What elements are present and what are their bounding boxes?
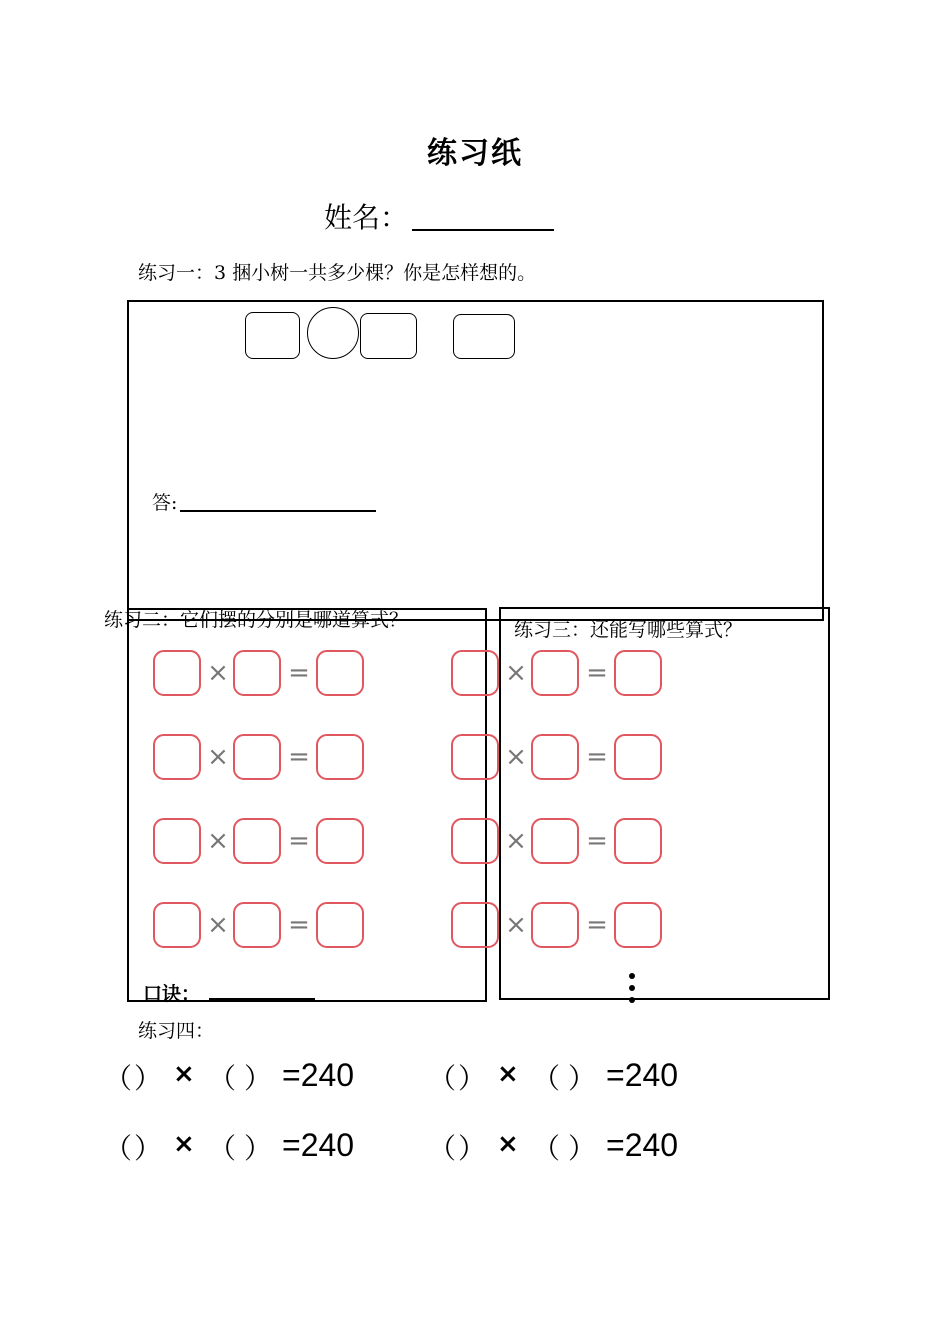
page-title: 练习纸 bbox=[427, 136, 523, 171]
result-text: =240 bbox=[606, 1127, 679, 1163]
left-paren: （ bbox=[532, 1062, 561, 1095]
factor-box[interactable] bbox=[153, 650, 201, 696]
product-box[interactable] bbox=[614, 818, 662, 864]
ellipsis-dot bbox=[629, 985, 635, 991]
times-sign: × bbox=[497, 1129, 519, 1159]
left-paren: （ bbox=[104, 1132, 133, 1165]
result-text: =240 bbox=[606, 1057, 679, 1093]
ex1-answer-line[interactable] bbox=[180, 510, 376, 512]
left-paren: （ bbox=[428, 1062, 457, 1095]
left-paren: （ bbox=[104, 1062, 133, 1095]
times-sign: × bbox=[505, 826, 527, 856]
name-blank[interactable] bbox=[412, 229, 554, 231]
times-sign: × bbox=[505, 742, 527, 772]
right-paren: ） bbox=[244, 1132, 273, 1165]
times-sign: × bbox=[505, 658, 527, 688]
factor-box[interactable] bbox=[451, 818, 499, 864]
ex3-equation-row bbox=[451, 734, 666, 780]
product-box[interactable] bbox=[316, 818, 364, 864]
ex1-answer-label: 答: bbox=[152, 492, 178, 514]
times-sign: × bbox=[173, 1129, 195, 1159]
right-paren: ） bbox=[458, 1132, 487, 1165]
equals-sign: = bbox=[586, 910, 608, 940]
times-sign: × bbox=[497, 1059, 519, 1089]
equals-sign: = bbox=[288, 826, 310, 856]
equals-sign: = bbox=[288, 910, 310, 940]
product-box[interactable] bbox=[316, 734, 364, 780]
factor-box[interactable] bbox=[233, 650, 281, 696]
factor-box[interactable] bbox=[233, 734, 281, 780]
ex4-equation bbox=[428, 1055, 698, 1099]
equals-sign: = bbox=[288, 742, 310, 772]
equals-sign: = bbox=[586, 742, 608, 772]
name-label: 姓名： bbox=[324, 201, 409, 234]
equals-sign: = bbox=[288, 658, 310, 688]
ex1-blank-result[interactable] bbox=[453, 314, 515, 359]
factor-box[interactable] bbox=[153, 902, 201, 948]
right-paren: ） bbox=[244, 1062, 273, 1095]
ex2-equation-row bbox=[153, 650, 368, 696]
right-paren: ） bbox=[458, 1062, 487, 1095]
formula-line[interactable] bbox=[209, 998, 315, 1000]
exercise2-question: 练习二：它们摆的分别是哪道算式？ bbox=[104, 609, 409, 631]
times-sign: × bbox=[207, 742, 229, 772]
times-sign: × bbox=[505, 910, 527, 940]
result-text: =240 bbox=[282, 1127, 355, 1163]
right-paren: ） bbox=[568, 1062, 597, 1095]
factor-box[interactable] bbox=[153, 818, 201, 864]
product-box[interactable] bbox=[614, 902, 662, 948]
product-box[interactable] bbox=[316, 902, 364, 948]
formula-label: 口诀： bbox=[143, 983, 201, 1005]
left-paren: （ bbox=[428, 1132, 457, 1165]
factor-box[interactable] bbox=[531, 650, 579, 696]
ex3-equation-row bbox=[451, 902, 666, 948]
left-paren: （ bbox=[208, 1062, 237, 1095]
factor-box[interactable] bbox=[233, 902, 281, 948]
ex2-equation-row bbox=[153, 818, 368, 864]
equals-sign: = bbox=[586, 658, 608, 688]
ellipsis-dot bbox=[629, 997, 635, 1003]
ellipsis-dot bbox=[629, 973, 635, 979]
ex4-equation bbox=[104, 1055, 374, 1099]
exercise1-question: 练习一：3 捆小树一共多少棵？你是怎样想的。 bbox=[138, 262, 537, 284]
factor-box[interactable] bbox=[233, 818, 281, 864]
factor-box[interactable] bbox=[451, 734, 499, 780]
ex3-equation-row bbox=[451, 818, 666, 864]
left-paren: （ bbox=[208, 1132, 237, 1165]
right-paren: ） bbox=[568, 1132, 597, 1165]
left-paren: （ bbox=[532, 1132, 561, 1165]
times-sign: × bbox=[207, 658, 229, 688]
times-sign: × bbox=[207, 826, 229, 856]
ex4-equation bbox=[104, 1125, 374, 1169]
ex2-equation-row bbox=[153, 734, 368, 780]
factor-box[interactable] bbox=[531, 818, 579, 864]
ex1-blank-1[interactable] bbox=[245, 312, 300, 359]
ex3-equation-row bbox=[451, 650, 666, 696]
ex2-equation-row bbox=[153, 902, 368, 948]
ex1-operator-circle[interactable] bbox=[307, 307, 359, 359]
product-box[interactable] bbox=[614, 650, 662, 696]
right-paren: ） bbox=[134, 1062, 163, 1095]
exercise3-question: 练习三：还能写哪些算式？ bbox=[514, 619, 743, 641]
ex1-blank-2[interactable] bbox=[360, 313, 417, 359]
right-paren: ） bbox=[134, 1132, 163, 1165]
times-sign: × bbox=[207, 910, 229, 940]
result-text: =240 bbox=[282, 1057, 355, 1093]
exercise4-question: 练习四： bbox=[138, 1020, 215, 1042]
product-box[interactable] bbox=[614, 734, 662, 780]
factor-box[interactable] bbox=[451, 902, 499, 948]
times-sign: × bbox=[173, 1059, 195, 1089]
factor-box[interactable] bbox=[153, 734, 201, 780]
product-box[interactable] bbox=[316, 650, 364, 696]
factor-box[interactable] bbox=[531, 902, 579, 948]
ex4-equation bbox=[428, 1125, 698, 1169]
equals-sign: = bbox=[586, 826, 608, 856]
factor-box[interactable] bbox=[451, 650, 499, 696]
factor-box[interactable] bbox=[531, 734, 579, 780]
